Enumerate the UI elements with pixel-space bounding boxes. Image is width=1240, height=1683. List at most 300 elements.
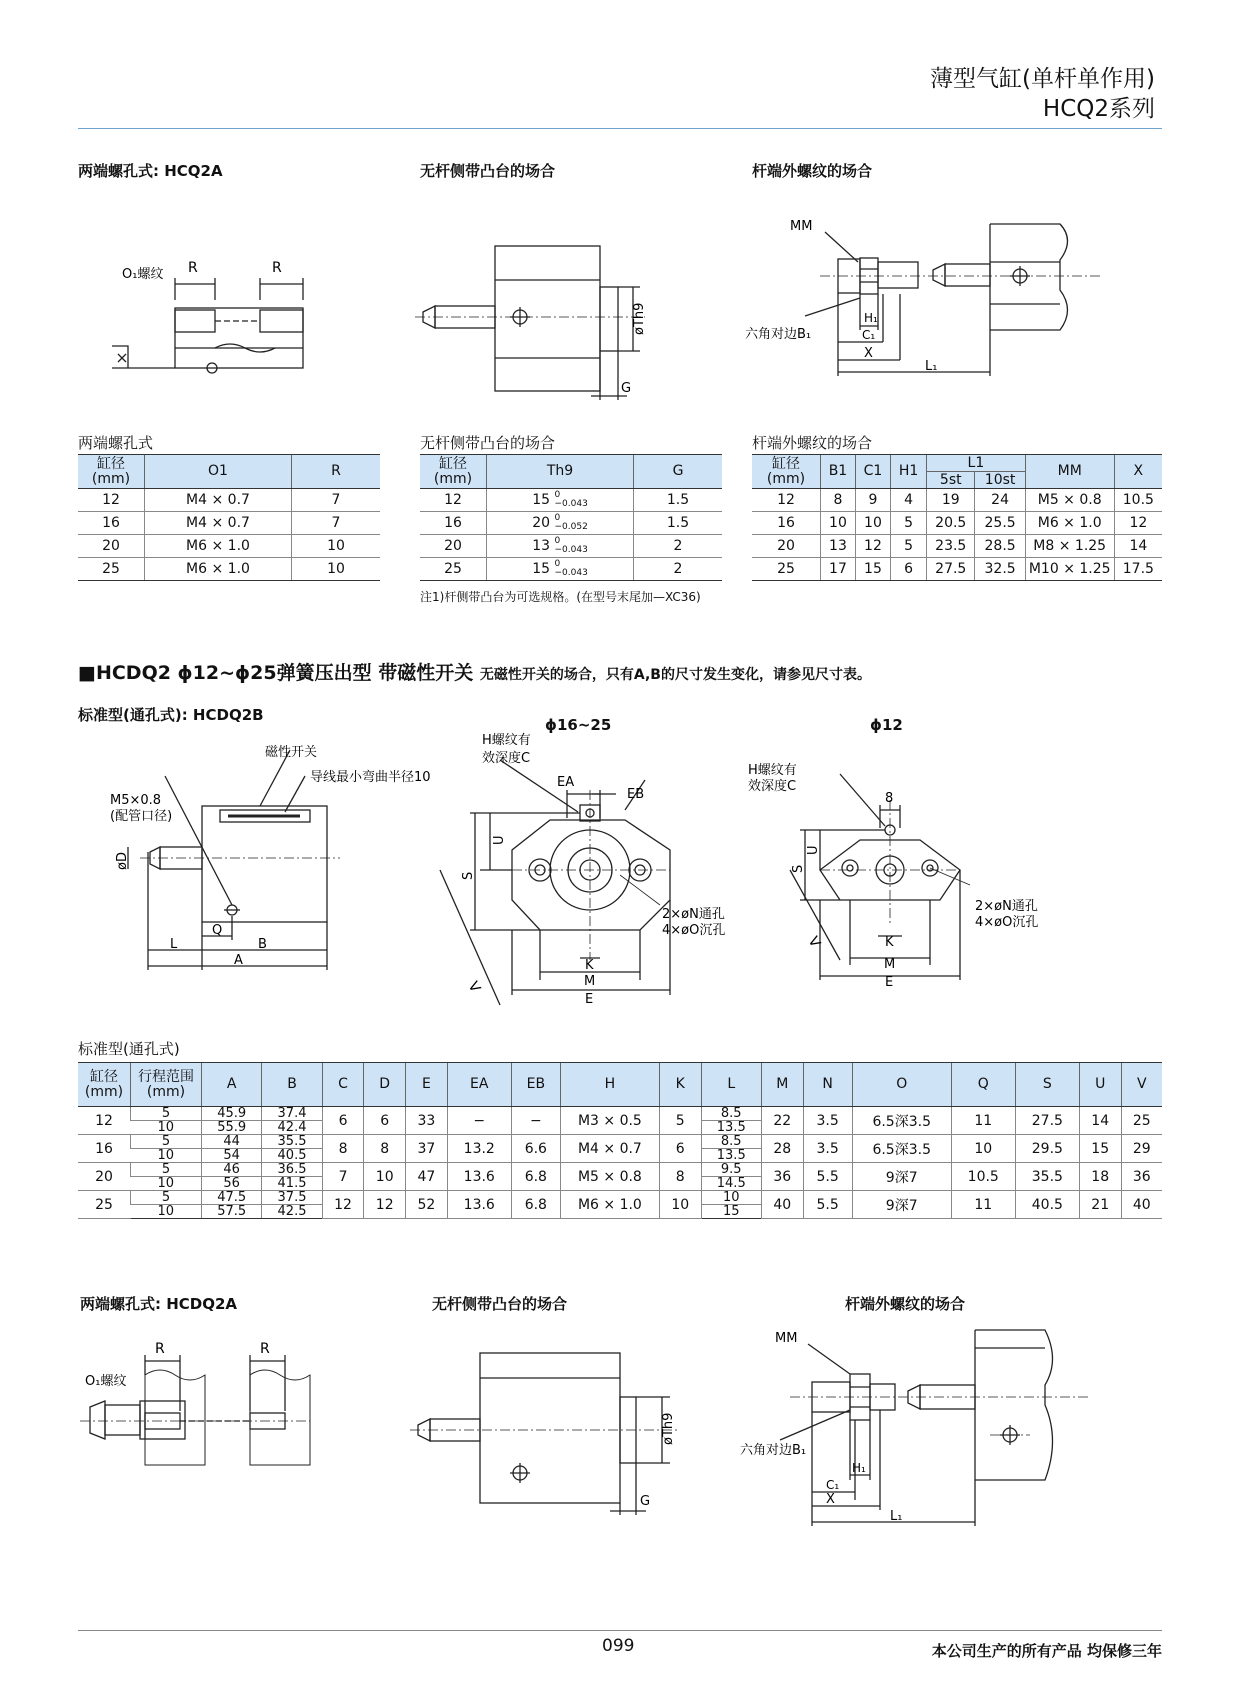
cell: 5 (891, 535, 927, 558)
cell: 12 (855, 535, 890, 558)
section-title-rod-thread-2: 杆端外螺纹的场合 (845, 1295, 966, 1313)
label-mm: MM (790, 219, 813, 234)
tol-lower: −0.043 (554, 499, 588, 509)
th-l: L (701, 1063, 761, 1107)
cell-b: 35.5 (262, 1135, 322, 1149)
cell-s: 35.5 (1015, 1163, 1079, 1191)
cell-n: 5.5 (803, 1163, 852, 1191)
cell: 32.5 (975, 558, 1025, 581)
label-h1: H₁ (864, 311, 878, 325)
cell-e: 52 (406, 1191, 448, 1219)
label-u: U (492, 835, 507, 845)
cell: 17.5 (1114, 558, 1162, 581)
label-port2: (配管口径) (110, 809, 173, 824)
label-r-left: R (188, 260, 198, 276)
label-h2: 效深度C (482, 751, 531, 766)
label-b1-b: 六角对边B₁ (740, 1443, 807, 1458)
label-q: Q (212, 923, 223, 938)
cell-m: 28 (761, 1135, 803, 1163)
cell-a: 47.5 (202, 1191, 262, 1205)
table-row (752, 489, 1162, 512)
th9-value: 15 (532, 492, 551, 508)
cell-d: 10 (364, 1163, 406, 1191)
cell-b: 42.4 (262, 1121, 322, 1135)
cell-l: 8.5 (701, 1107, 761, 1121)
cell: 25 (752, 558, 821, 581)
label-c1-b: C₁ (826, 1478, 840, 1492)
cell-g: 2 (634, 535, 723, 558)
cell-l: 15 (701, 1205, 761, 1219)
section-title-boss: 无杆侧带凸台的场合 (420, 162, 556, 180)
cell-r: 10 (292, 558, 381, 581)
cell-st: 5 (131, 1107, 202, 1121)
table-row (78, 1191, 1162, 1205)
th-10st: 10st (975, 472, 1025, 489)
cell-c: 7 (322, 1163, 364, 1191)
cell-d: 6 (364, 1107, 406, 1135)
cell-r: 7 (292, 489, 381, 512)
cell: 9 (855, 489, 890, 512)
th-u: U (1079, 1063, 1121, 1107)
table-row (78, 1135, 1162, 1149)
cell-h: M6 × 1.0 (560, 1191, 659, 1219)
label-r-left-b: R (155, 1341, 165, 1357)
cell-n: 3.5 (803, 1135, 852, 1163)
th-stroke: 行程范围 (mm) (131, 1063, 202, 1107)
cell: 8 (821, 489, 856, 512)
cell-th9 (487, 558, 634, 581)
label-v: V (464, 979, 484, 996)
label-e-12: E (885, 975, 894, 990)
banner-note: 无磁性开关的场合，只有A,B的尺寸发生变化，请参见尺寸表。 (479, 667, 871, 683)
drawing-front-16-25 (440, 733, 730, 1020)
cell-th9 (487, 512, 634, 535)
cell: 23.5 (927, 535, 975, 558)
table2-caption: 无杆侧带凸台的场合 (420, 434, 556, 452)
table3-caption: 杆端外螺纹的场合 (752, 434, 873, 452)
tol-upper: 0 (554, 490, 561, 500)
cell-n: 5.5 (803, 1191, 852, 1219)
th-bore: 缸径 (mm) (78, 455, 145, 489)
label-h1-b: H₁ (852, 1461, 866, 1475)
table1-caption: 两端螺孔式 (78, 434, 154, 452)
label-l: L (170, 937, 178, 952)
cell: 13 (821, 535, 856, 558)
cell-e: 37 (406, 1135, 448, 1163)
th-e: E (406, 1063, 448, 1107)
cell-d: 8 (364, 1135, 406, 1163)
cell-b: 37.5 (262, 1191, 322, 1205)
cell-bore: 16 (78, 1135, 131, 1163)
label-m-12: M (884, 957, 896, 972)
cell-ea: 13.6 (447, 1191, 511, 1219)
cell-a: 55.9 (202, 1121, 262, 1135)
table-row (78, 1163, 1162, 1177)
cell-st: 10 (131, 1177, 202, 1191)
th-h: H (560, 1063, 659, 1107)
cell-l: 9.5 (701, 1163, 761, 1177)
label-s-12: S (791, 864, 806, 873)
th-v: V (1121, 1063, 1162, 1107)
big-table-caption: 标准型(通孔式) (78, 1040, 180, 1058)
th-bore: 缸径 (mm) (420, 455, 487, 489)
label-e: E (585, 992, 594, 1007)
label-d: øD (115, 852, 130, 870)
table-row (78, 489, 380, 512)
th-q: Q (951, 1063, 1015, 1107)
cell-b: 37.4 (262, 1107, 322, 1121)
th9-value: 15 (532, 561, 551, 577)
cell-st: 10 (131, 1149, 202, 1163)
cell: 28.5 (975, 535, 1025, 558)
cell-h: M5 × 0.8 (560, 1163, 659, 1191)
label-h2-12: 效深度C (748, 779, 797, 794)
cell-st: 5 (131, 1163, 202, 1177)
drawing-hcq2a (100, 250, 320, 380)
table-row (420, 489, 722, 512)
drawing-front-12 (748, 760, 1040, 1000)
section-title-hcdq2a: 两端螺孔式: HCDQ2A (80, 1295, 238, 1313)
th-b: B (262, 1063, 322, 1107)
cell-b: 41.5 (262, 1177, 322, 1191)
label-8: 8 (885, 791, 894, 806)
cell-ea: 13.6 (447, 1163, 511, 1191)
cell-st: 10 (131, 1121, 202, 1135)
label-x: X (864, 346, 873, 361)
cell-u: 14 (1079, 1107, 1121, 1135)
th-th9: Th9 (487, 455, 634, 489)
th-c: C (322, 1063, 364, 1107)
cell-c: 12 (322, 1191, 364, 1219)
th-l1: L1 (927, 455, 1026, 472)
cell: 4 (891, 489, 927, 512)
cell: 20 (752, 535, 821, 558)
label-v-12: V (804, 934, 824, 951)
cell-o: 6.5深3.5 (852, 1107, 951, 1135)
label-o-12: 4×øO沉孔 (975, 915, 1039, 930)
label-ea: EA (557, 775, 575, 790)
drawing-hcdq2a (80, 1341, 320, 1475)
label-g-b: G (640, 1494, 651, 1509)
cell: 24 (975, 489, 1025, 512)
cell: 25.5 (975, 512, 1025, 535)
header-title-line1: 薄型气缸(单杆单作用) (930, 66, 1155, 92)
th-x: X (1114, 455, 1162, 489)
cell: 5 (891, 512, 927, 535)
th-a: A (202, 1063, 262, 1107)
label-wire: 导线最小弯曲半径10 (310, 770, 431, 785)
tol-lower: −0.052 (554, 522, 588, 532)
cell: 12 (752, 489, 821, 512)
cell-th9 (487, 535, 634, 558)
cell-s: 29.5 (1015, 1135, 1079, 1163)
cell-bore: 25 (420, 558, 487, 581)
label-s: S (461, 871, 476, 880)
cell-e: 47 (406, 1163, 448, 1191)
cell: M8 × 1.25 (1025, 535, 1114, 558)
cell-d: 12 (364, 1191, 406, 1219)
cell-g: 1.5 (634, 512, 723, 535)
cell-r: 7 (292, 512, 381, 535)
table-hcdq2b (78, 1062, 1162, 1219)
th-r: R (292, 455, 381, 489)
cell-o1: M6 × 1.0 (145, 558, 292, 581)
cell-st: 10 (131, 1205, 202, 1219)
cell-a: 54 (202, 1149, 262, 1163)
cell: 10 (855, 512, 890, 535)
cell-h: M4 × 0.7 (560, 1135, 659, 1163)
cell-bore: 12 (78, 489, 145, 512)
cell-a: 57.5 (202, 1205, 262, 1219)
cell: 14 (1114, 535, 1162, 558)
cell-st: 5 (131, 1135, 202, 1149)
cell-q: 11 (951, 1107, 1015, 1135)
cell-eb: − (511, 1107, 560, 1135)
label-x-b: X (826, 1492, 835, 1507)
table-boss (420, 454, 722, 581)
cell-h: M3 × 0.5 (560, 1107, 659, 1135)
cell-k: 6 (659, 1135, 701, 1163)
cell-eb: 6.8 (511, 1191, 560, 1219)
label-l1: L₁ (925, 359, 938, 374)
tol-upper: 0 (554, 513, 561, 523)
section-title-hcq2a: 两端螺孔式: HCQ2A (78, 162, 223, 180)
cell-eb: 6.6 (511, 1135, 560, 1163)
label-port1: M5×0.8 (110, 793, 162, 808)
drawing-hcdq2b-side (100, 740, 460, 980)
label-eb: EB (627, 787, 645, 802)
cell-c: 8 (322, 1135, 364, 1163)
label-g: G (621, 381, 632, 396)
cell-a: 46 (202, 1163, 262, 1177)
cell-g: 2 (634, 558, 723, 581)
th-b1: B1 (821, 455, 856, 489)
cell-g: 1.5 (634, 489, 723, 512)
table-row (752, 535, 1162, 558)
table-row (78, 535, 380, 558)
drawing-boss-2 (410, 1345, 680, 1525)
cell-l: 14.5 (701, 1177, 761, 1191)
drawing-rod-thread-2 (740, 1330, 1090, 1530)
cell: M5 × 0.8 (1025, 489, 1114, 512)
cell-l: 8.5 (701, 1135, 761, 1149)
cell-eb: 6.8 (511, 1163, 560, 1191)
cell-q: 10.5 (951, 1163, 1015, 1191)
th-n: N (803, 1063, 852, 1107)
table-row (78, 1107, 1162, 1121)
label-c1: C₁ (862, 328, 876, 342)
label-o1: O₁螺纹 (122, 267, 164, 282)
table-rod-thread (752, 454, 1162, 581)
th-o: O (852, 1063, 951, 1107)
cell-m: 36 (761, 1163, 803, 1191)
cell: 20.5 (927, 512, 975, 535)
label-m: M (584, 974, 596, 989)
table-row (78, 512, 380, 535)
cell-e: 33 (406, 1107, 448, 1135)
cell-v: 25 (1121, 1107, 1162, 1135)
label-a: A (234, 953, 243, 968)
header-title-line2: HCQ2系列 (1042, 96, 1155, 122)
label-l1-b: L₁ (890, 1509, 903, 1524)
cell: 6 (891, 558, 927, 581)
cell-u: 15 (1079, 1135, 1121, 1163)
cell-a: 56 (202, 1177, 262, 1191)
cell: 19 (927, 489, 975, 512)
cell-o: 9深7 (852, 1191, 951, 1219)
cell-bore: 25 (78, 558, 145, 581)
cell-bore: 20 (420, 535, 487, 558)
th-m: M (761, 1063, 803, 1107)
header-divider (78, 128, 1162, 129)
label-o: 4×øO沉孔 (662, 923, 726, 938)
th-s: S (1015, 1063, 1079, 1107)
cell-u: 21 (1079, 1191, 1121, 1219)
label-switch: 磁性开关 (265, 745, 318, 760)
table2-note: 注1)杆侧带凸台为可选规格。(在型号末尾加—XC36) (420, 590, 701, 604)
cell-o1: M4 × 0.7 (145, 489, 292, 512)
cell-u: 18 (1079, 1163, 1121, 1191)
cell: 10 (821, 512, 856, 535)
th-mm: MM (1025, 455, 1114, 489)
table-hcq2a (78, 454, 380, 581)
cell-o1: M6 × 1.0 (145, 535, 292, 558)
table-row (752, 512, 1162, 535)
section-title-12: ϕ12 (870, 716, 903, 734)
cell: 27.5 (927, 558, 975, 581)
page-number: 099 (602, 1636, 635, 1656)
tol-upper: 0 (554, 559, 561, 569)
label-th9: øTh9 (632, 302, 647, 335)
section-title-rod-thread: 杆端外螺纹的场合 (752, 162, 873, 180)
cell-o1: M4 × 0.7 (145, 512, 292, 535)
cell-l: 13.5 (701, 1121, 761, 1135)
section-title-16-25: ϕ16~25 (545, 716, 612, 734)
cell-v: 36 (1121, 1163, 1162, 1191)
cell-v: 40 (1121, 1191, 1162, 1219)
banner-main: ■HCDQ2 ϕ12~ϕ25弹簧压出型 带磁性开关 (78, 662, 474, 684)
label-b1: 六角对边B₁ (745, 327, 812, 342)
page-header (930, 64, 1155, 124)
label-k-12: K (885, 935, 894, 950)
cell: 16 (752, 512, 821, 535)
label-h1: H螺纹有 (482, 733, 531, 748)
label-h1-12: H螺纹有 (748, 763, 797, 778)
th-o1: O1 (145, 455, 292, 489)
footer-slogan: 本公司生产的所有产品 均保修三年 (931, 1642, 1162, 1660)
cell-o: 6.5深3.5 (852, 1135, 951, 1163)
section-title-hcdq2b: 标准型(通孔式): HCDQ2B (78, 706, 264, 724)
label-r-right-b: R (260, 1341, 270, 1357)
cell-l: 10 (701, 1191, 761, 1205)
cell-q: 11 (951, 1191, 1015, 1219)
cell-th9 (487, 489, 634, 512)
cell-m: 40 (761, 1191, 803, 1219)
cell-bore: 20 (78, 1163, 131, 1191)
th-k: K (659, 1063, 701, 1107)
label-n: 2×øN通孔 (662, 907, 725, 922)
cell: M10 × 1.25 (1025, 558, 1114, 581)
cell-ea: − (447, 1107, 511, 1135)
cell: M6 × 1.0 (1025, 512, 1114, 535)
th-bore: 缸径 (mm) (78, 1063, 131, 1107)
cell-bore: 25 (78, 1191, 131, 1219)
cell-bore: 16 (420, 512, 487, 535)
label-b: B (258, 937, 267, 952)
th-5st: 5st (927, 472, 975, 489)
th-ea: EA (447, 1063, 511, 1107)
drawing-boss (415, 240, 645, 410)
section-title-boss-2: 无杆侧带凸台的场合 (432, 1295, 568, 1313)
table-row (78, 558, 380, 581)
cell-m: 22 (761, 1107, 803, 1135)
cell-r: 10 (292, 535, 381, 558)
tol-lower: −0.043 (554, 568, 588, 578)
label-o1-b: O₁螺纹 (85, 1374, 127, 1389)
cell-bore: 12 (78, 1107, 131, 1135)
label-r-right: R (272, 260, 282, 276)
cell-s: 27.5 (1015, 1107, 1079, 1135)
cell: 17 (821, 558, 856, 581)
label-k: K (585, 958, 594, 973)
cell-bore: 12 (420, 489, 487, 512)
cell-c: 6 (322, 1107, 364, 1135)
th-eb: EB (511, 1063, 560, 1107)
table-row (420, 512, 722, 535)
tol-upper: 0 (554, 536, 561, 546)
th9-value: 20 (532, 515, 551, 531)
th-bore: 缸径 (mm) (752, 455, 821, 489)
series-banner (78, 658, 871, 685)
cell-o: 9深7 (852, 1163, 951, 1191)
th-g: G (634, 455, 723, 489)
cell-ea: 13.2 (447, 1135, 511, 1163)
cell-k: 8 (659, 1163, 701, 1191)
footer-divider (78, 1630, 1162, 1631)
cell-n: 3.5 (803, 1107, 852, 1135)
cell-b: 42.5 (262, 1205, 322, 1219)
th-d: D (364, 1063, 406, 1107)
cell-st: 5 (131, 1191, 202, 1205)
cell-s: 40.5 (1015, 1191, 1079, 1219)
th9-value: 13 (532, 538, 551, 554)
tol-lower: −0.043 (554, 545, 588, 555)
cell-bore: 20 (78, 535, 145, 558)
table-row (420, 558, 722, 581)
cell-b: 36.5 (262, 1163, 322, 1177)
cell: 12 (1114, 512, 1162, 535)
cell-k: 5 (659, 1107, 701, 1135)
cell-q: 10 (951, 1135, 1015, 1163)
cell-a: 45.9 (202, 1107, 262, 1121)
cell-l: 13.5 (701, 1149, 761, 1163)
cell: 15 (855, 558, 890, 581)
label-n-12: 2×øN通孔 (975, 899, 1038, 914)
cell-bore: 16 (78, 512, 145, 535)
label-u-12: U (806, 845, 821, 855)
cell: 10.5 (1114, 489, 1162, 512)
table-row (752, 558, 1162, 581)
cell-a: 44 (202, 1135, 262, 1149)
table-row (420, 535, 722, 558)
label-th9-b: øTh9 (661, 1412, 676, 1445)
drawing-rod-thread (745, 219, 1100, 410)
label-mm-b: MM (775, 1331, 798, 1346)
cell-b: 40.5 (262, 1149, 322, 1163)
th-h1: H1 (891, 455, 927, 489)
th-c1: C1 (855, 455, 890, 489)
cell-k: 10 (659, 1191, 701, 1219)
